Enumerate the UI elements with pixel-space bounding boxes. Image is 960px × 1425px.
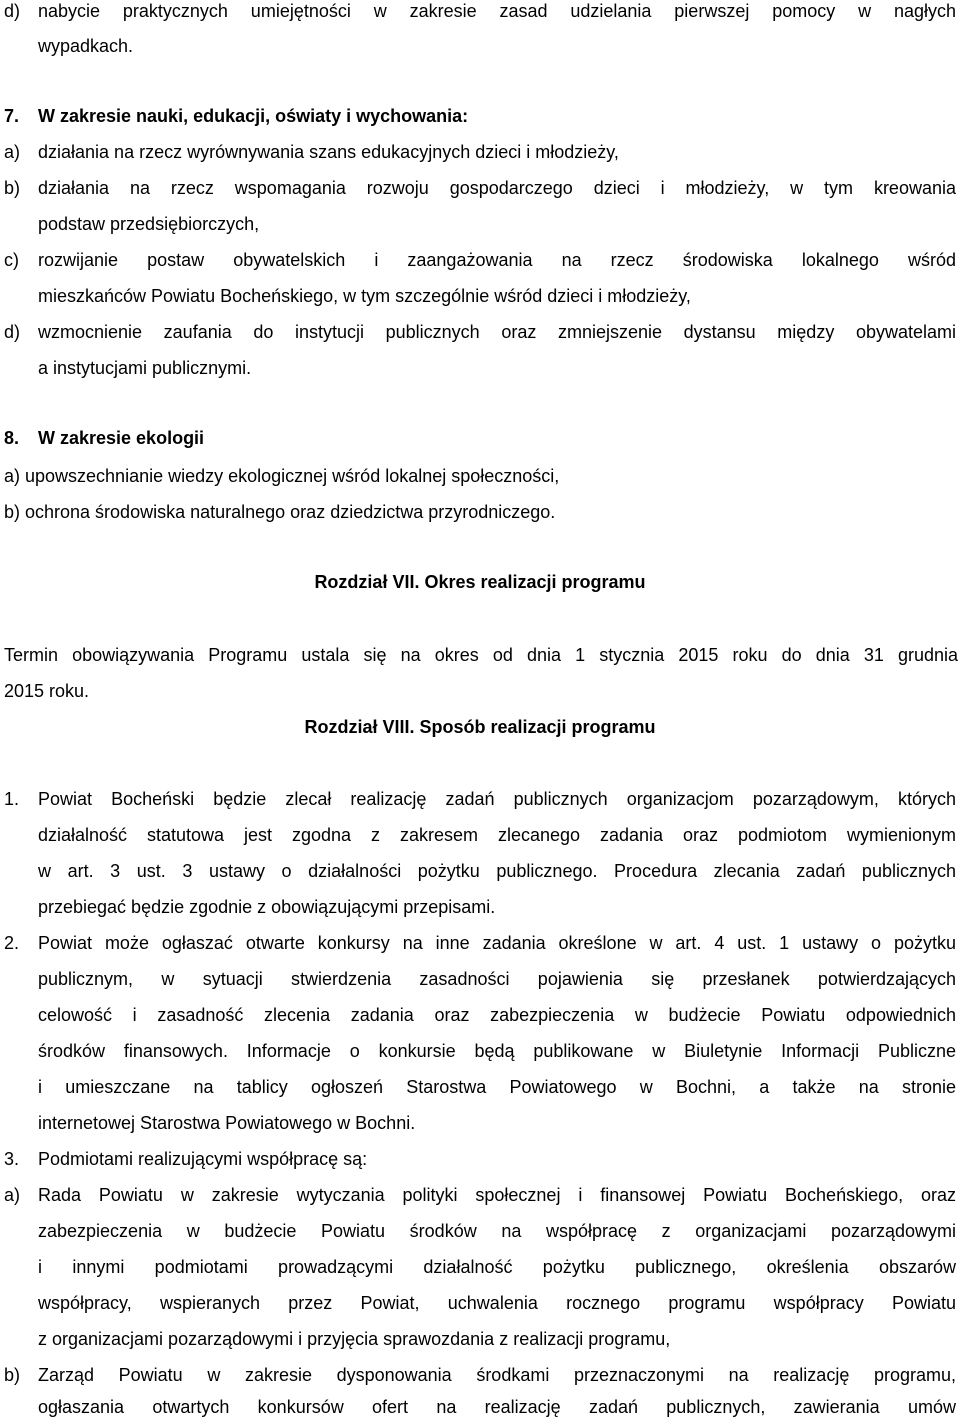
section-7-item-a (0, 134, 958, 170)
item-text: podstaw przedsiębiorczych, (38, 214, 260, 234)
section-7-item-c (0, 242, 958, 278)
item-label: b) (4, 178, 21, 198)
section-8-number: 8. (4, 428, 20, 448)
subpoint-text: z organizacjami pozarządowymi i przyjęcia sprawozdania z realizacji programu, (38, 1329, 671, 1349)
point-text: celowość i zasadność zlecenia zadania oraz zabezpieczenia w budżecie Powiatu odpowiednich (38, 1005, 956, 1025)
item-text: działania na rzecz wyrównywania szans edukacyjnych dzieci i młodzieży, (38, 142, 619, 162)
point-text: Powiat Bocheński będzie zlecał realizację zadań publicznych organizacjom pozarządowym, których (38, 789, 956, 809)
item-text: a instytucjami publicznymi. (38, 358, 252, 378)
section-7-item-d-cont (0, 350, 958, 386)
subpoint-text: ogłaszania otwartych konkursów ofert na realizację zadań publicznych, zawierania umów (38, 1397, 956, 1417)
item-text: mieszkańców Powiatu Bocheńskiego, w tym szczególnie wśród dzieci i młodzieży, (38, 286, 691, 306)
point-text: i umieszczane na tablicy ogłoszeń Starostwa Powiatowego w Bochni, a także na stronie (38, 1077, 956, 1097)
item-d-line-2 (0, 28, 958, 64)
item-label: d) (4, 322, 21, 342)
chapter-8-point-1-cont (0, 889, 958, 925)
item-text: działania na rzecz wspomagania rozwoju gospodarczego dzieci i młodzieży, w tym kreowania (38, 178, 956, 198)
chapter-8-point-2-cont (0, 961, 958, 997)
chapter-8-point-1 (0, 781, 958, 817)
point-text: Powiat może ogłaszać otwarte konkursy na inne zadania określone w art. 4 ust. 1 ustawy o pożytku (38, 933, 956, 953)
item-text: wzmocnienie zaufania do instytucji publicznych oraz zmniejszenie dystansu między obywatelami (38, 322, 956, 342)
chapter-8-point-2-cont (0, 997, 958, 1033)
subpoint-label: b) (4, 1365, 21, 1385)
chapter-8-point-2-cont (0, 1069, 958, 1105)
chapter-8-subpoint-b-cont (0, 1389, 958, 1425)
item-text: rozwijanie postaw obywatelskich i zaangażowania na rzecz środowiska lokalnego wśród (38, 250, 956, 270)
section-7-number: 7. (4, 106, 20, 126)
chapter-7-text: Termin obowiązywania Programu ustala się na okres od dnia 1 stycznia 2015 roku do dnia 31 grudnia (4, 645, 958, 665)
chapter-7-title: Rozdział VII. Okres realizacji programu (314, 572, 646, 592)
subpoint-label: a) (4, 1185, 21, 1205)
item-d-text: nabycie praktycznych umiejętności w zakresie zasad udzielania pierwszej pomocy w nagłych (38, 1, 956, 21)
section-7-title: W zakresie nauki, edukacji, oświaty i wychowania: (38, 106, 469, 126)
section-7-item-d (0, 314, 958, 350)
point-text: internetowej Starostwa Powiatowego w Bochni. (38, 1113, 416, 1133)
section-7-item-c-cont (0, 278, 958, 314)
chapter-8-subpoint-a (0, 1177, 958, 1213)
section-8-item-b: b) ochrona środowiska naturalnego oraz dziedzictwa przyrodniczego. (4, 502, 556, 522)
section-8-heading (0, 420, 958, 456)
subpoint-text: Rada Powiatu w zakresie wytyczania polityki społecznej i finansowej Powiatu Bocheńskiego, oraz (38, 1185, 956, 1205)
chapter-8-point-1-cont (0, 853, 958, 889)
subpoint-text: współpracy, wspieranych przez Powiat, uchwalenia rocznego programu współpracy Powiatu (38, 1293, 956, 1313)
chapter-8-subpoint-a-cont (0, 1285, 958, 1321)
point-text: Podmiotami realizującymi współpracę są: (38, 1149, 368, 1169)
point-label: 3. (4, 1149, 20, 1169)
chapter-7-text-cont: 2015 roku. (4, 681, 90, 701)
point-text: środków finansowych. Informacje o konkursie będą publikowane w Biuletynie Informacji Publiczne (38, 1041, 956, 1061)
section-8-item-a: a) upowszechnianie wiedzy ekologicznej wśród lokalnej społeczności, (4, 466, 560, 486)
subpoint-text: Zarząd Powiatu w zakresie dysponowania środkami przeznaczonymi na realizację programu, (38, 1365, 956, 1385)
item-label: a) (4, 142, 21, 162)
chapter-8-subpoint-b (0, 1357, 958, 1393)
chapter-8-point-2-cont (0, 1033, 958, 1069)
chapter-8-subpoint-a-cont (0, 1321, 958, 1357)
point-text: publicznym, w sytuacji stwierdzenia zasadności pojawienia się przesłanek potwierdzających (38, 969, 956, 989)
point-text: działalność statutowa jest zgodna z zakresem zlecanego zadania oraz podmiotom wymienionym (38, 825, 956, 845)
point-label: 2. (4, 933, 20, 953)
point-label: 1. (4, 789, 20, 809)
section-7-heading (0, 98, 958, 134)
section-7-item-b-cont (0, 206, 958, 242)
chapter-8-point-3 (0, 1141, 958, 1177)
item-label: c) (4, 250, 19, 270)
subpoint-text: zabezpieczenia w budżecie Powiatu środków na współpracę z organizacjami pozarządowymi (38, 1221, 956, 1241)
chapter-8-subpoint-a-cont (0, 1249, 958, 1285)
point-text: przebiegać będzie zgodnie z obowiązującymi przepisami. (38, 897, 496, 917)
item-d-label: d) (4, 1, 21, 21)
section-8-title: W zakresie ekologii (38, 428, 205, 448)
subpoint-text: i innymi podmiotami prowadzącymi działalność pożytku publicznego, określenia obszarów (38, 1257, 956, 1277)
item-d-line-1 (0, 0, 958, 29)
item-d-text-cont: wypadkach. (38, 36, 134, 56)
chapter-8-point-2-cont (0, 1105, 958, 1141)
point-text: w art. 3 ust. 3 ustawy o działalności pożytku publicznego. Procedura zlecania zadań publicznych (38, 861, 956, 881)
section-7-item-b (0, 170, 958, 206)
chapter-8-title: Rozdział VIII. Sposób realizacji programu (304, 717, 656, 737)
chapter-8-subpoint-a-cont (0, 1213, 958, 1249)
chapter-8-point-2 (0, 925, 958, 961)
chapter-8-point-1-cont (0, 817, 958, 853)
